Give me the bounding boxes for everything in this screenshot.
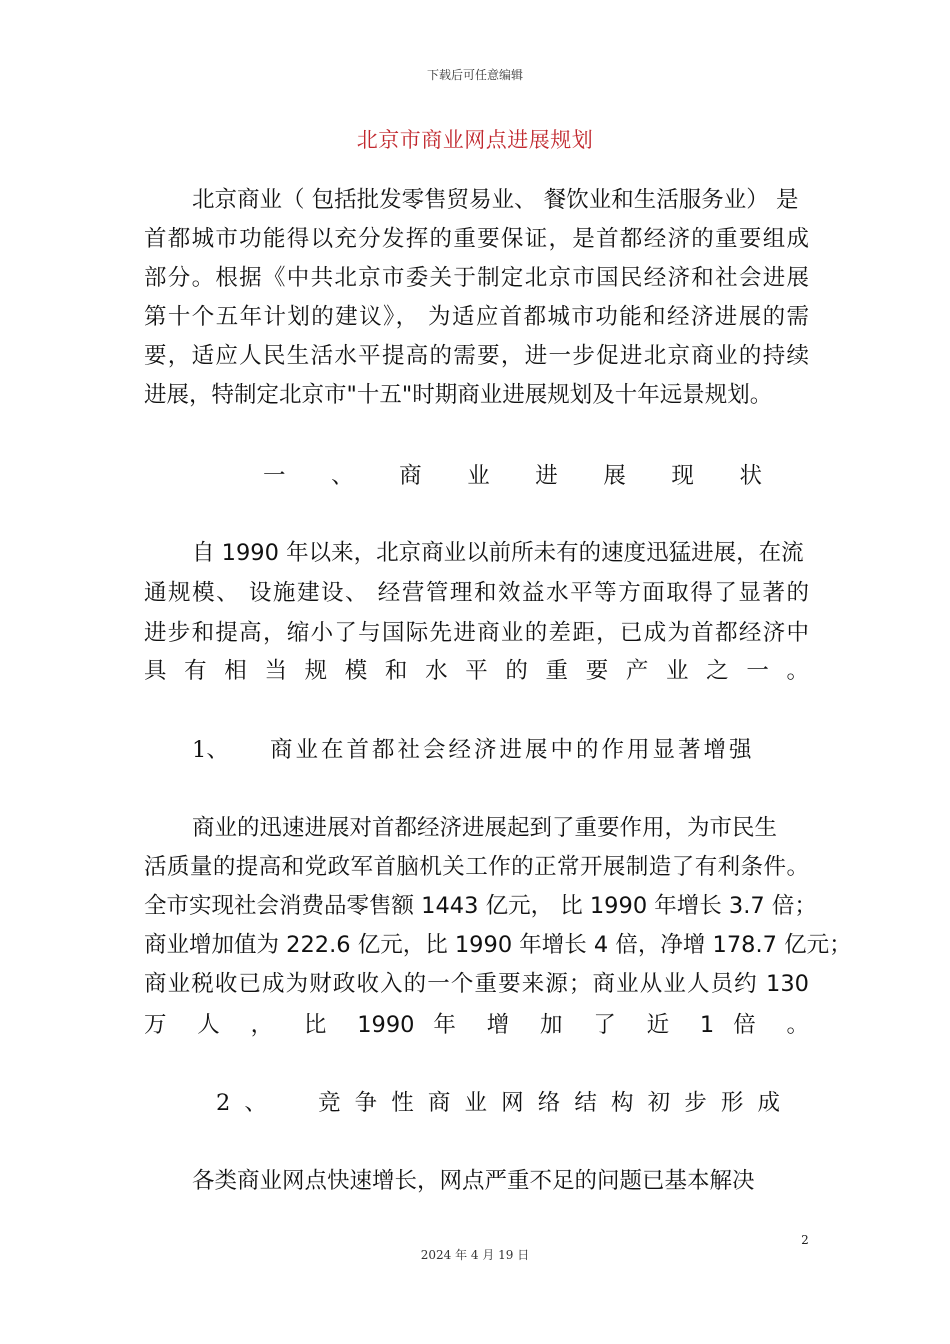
intro-line-2: 首都城市功能得以充分发挥的重要保证，是首都经济的重要组成 — [144, 226, 809, 252]
intro-line-6: 进展，特制定北京市"十五"时期商业进展规划及十年远景规划。 — [144, 382, 773, 408]
sub1-line-6: 万 人 ， 比 1990 年 增 加 了 近 1 倍 。 — [144, 1012, 809, 1038]
section1-line-4: 具 有 相 当 规 模 和 水 平 的 重 要 产 业 之 一 。 — [144, 658, 809, 684]
intro-line-1: 北京商业（ 包括批发零售贸易业、 餐饮业和生活服务业） 是 — [192, 187, 799, 213]
section1-line-3: 进步和提高，缩小了与国际先进商业的差距，已成为首都经济中 — [144, 620, 809, 646]
sub2-line-1: 各类商业网点快速增长，网点严重不足的问题已基本解决 — [192, 1168, 755, 1194]
intro-line-4: 第十个五年计划的建议》， 为适应首都城市功能和经济进展的需 — [144, 304, 809, 330]
sub1-line-2: 活质量的提高和党政军首脑机关工作的正常开展制造了有利条件。 — [144, 854, 809, 880]
page-number: 2 — [801, 1233, 809, 1247]
subheading-1-text: 商业在首都社会经济进展中的作用显著增强 — [270, 737, 755, 763]
footer-date: 2024 年 4 月 19 日 — [420, 1248, 530, 1262]
subheading-1 — [192, 735, 755, 765]
sub1-line-4: 商业增加值为 222.6 亿元，比 1990 年增长 4 倍，净增 178.7 亿元； — [144, 932, 852, 958]
intro-line-5: 要，适应人民生活水平提高的需要，进一步促进北京商业的持续 — [144, 343, 809, 369]
subheading-1-number: 1、 — [192, 737, 229, 763]
document-title: 北京市商业网点进展规划 — [356, 128, 594, 152]
header-note: 下载后可任意编辑 — [426, 68, 523, 82]
section1-line-1: 自 1990 年以来，北京商业以前所未有的速度迅猛进展，在流 — [192, 540, 804, 566]
section1-line-2: 通规模、 设施建设、 经营管理和效益水平等方面取得了显著的 — [144, 580, 809, 606]
subheading-2-text: 竞 争 性 商 业 网 络 结 构 初 步 形 成 — [318, 1090, 780, 1116]
subheading-2-number: 2、 — [216, 1090, 281, 1116]
sub1-line-3: 全市实现社会消费品零售额 1443 亿元， 比 1990 年增长 3.7 倍； — [144, 893, 817, 919]
section-heading-1: 一 、 商 业 进 展 现 状 — [263, 463, 762, 489]
subheading-2 — [216, 1088, 780, 1118]
intro-line-3: 部分。根据《中共北京市委关于制定北京市国民经济和社会进展 — [144, 265, 809, 291]
sub1-line-1: 商业的迅速进展对首都经济进展起到了重要作用，为市民生 — [192, 815, 778, 841]
sub1-line-5: 商业税收已成为财政收入的一个重要来源；商业从业人员约 130 — [144, 971, 809, 997]
